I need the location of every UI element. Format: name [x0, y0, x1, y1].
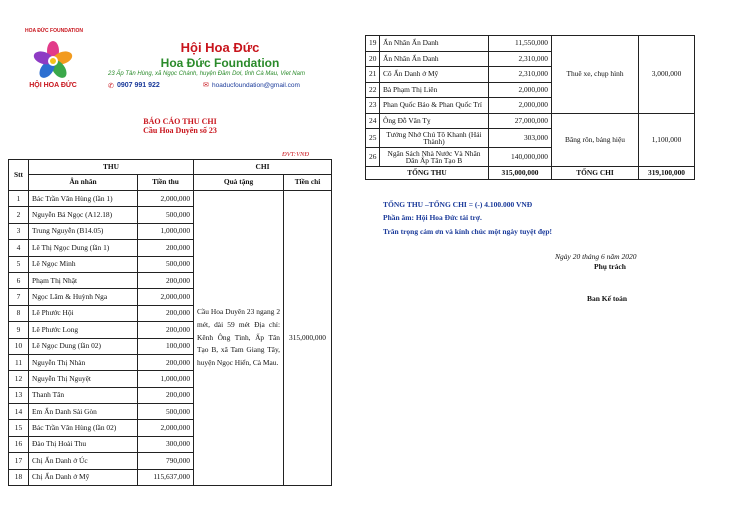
- row-stt: 16: [9, 436, 29, 452]
- email-icon: ✉: [203, 81, 209, 89]
- row-stt: 11: [9, 354, 29, 370]
- donation-amount: 200,000: [138, 305, 194, 321]
- donation-amount: 100,000: [138, 338, 194, 354]
- donation-amount: 200,000: [138, 387, 194, 403]
- donor-name: Chị Ẩn Danh ở Úc: [29, 453, 138, 469]
- row-stt: 2: [9, 207, 29, 223]
- col-tien-chi: Tiền chi: [284, 175, 332, 191]
- row-stt: 9: [9, 322, 29, 338]
- donation-amount: 115,637,000: [138, 469, 194, 485]
- row-stt: 15: [9, 420, 29, 436]
- donor-name: Cô Ẩn Danh ở Mỹ: [380, 67, 489, 83]
- total-chi-value: 319,100,000: [639, 167, 695, 180]
- donor-name: Ẩn Nhân Ẩn Danh: [380, 36, 489, 52]
- col-stt: Stt: [9, 160, 29, 191]
- donation-amount: 27,000,000: [489, 113, 552, 129]
- donation-amount: 2,000,000: [138, 289, 194, 305]
- donor-name: Lê Phước Long: [29, 322, 138, 338]
- donor-name: Ông Đỗ Văn Tỵ: [380, 113, 489, 129]
- row-stt: 12: [9, 371, 29, 387]
- donation-amount: 2,310,000: [489, 51, 552, 67]
- org-name-en: Hoa Đức Foundation: [160, 56, 280, 70]
- donation-amount: 1,000,000: [138, 223, 194, 239]
- donation-amount: 1,000,000: [138, 371, 194, 387]
- donation-amount: 200,000: [138, 322, 194, 338]
- col-qua-tang: Quà tặng: [194, 175, 284, 191]
- donation-amount: 790,000: [138, 453, 194, 469]
- income-expense-table-left: [8, 159, 332, 486]
- total-chi-label: TỔNG CHI: [552, 167, 639, 180]
- signature-date: Ngày 20 tháng 6 năm 2020: [555, 252, 637, 261]
- donor-name: Lê Thị Ngọc Dung (lần 1): [29, 240, 138, 256]
- row-stt: 18: [9, 469, 29, 485]
- total-thu-value: 315,000,000: [489, 167, 552, 180]
- donation-amount: 200,000: [138, 272, 194, 288]
- donation-amount: 200,000: [138, 354, 194, 370]
- donation-amount: 2,000,000: [138, 420, 194, 436]
- expense-amount: 3,000,000: [639, 36, 695, 114]
- donation-amount: 2,000,000: [138, 191, 194, 207]
- donor-name: Chị Ẩn Danh ở Mỹ: [29, 469, 138, 485]
- col-an-nhan: Ân nhân: [29, 175, 138, 191]
- donation-amount: 2,310,000: [489, 67, 552, 83]
- donation-amount: 500,000: [138, 207, 194, 223]
- donation-amount: 200,000: [138, 240, 194, 256]
- row-stt: 24: [366, 113, 380, 129]
- row-stt: 1: [9, 191, 29, 207]
- row-stt: 6: [9, 272, 29, 288]
- row-stt: 13: [9, 387, 29, 403]
- total-thu-label: TỔNG THU: [366, 167, 489, 180]
- donor-name: Nguyễn Thị Nhàn: [29, 354, 138, 370]
- org-email: hoaducfoundation@gmail.com: [212, 82, 300, 89]
- col-tien-thu: Tiền thu: [138, 175, 194, 191]
- donor-name: Bác Trần Văn Hùng (lần 02): [29, 420, 138, 436]
- donor-name: Ngân Sách Nhà Nước Và Nhân Dân Ấp Tân Tạo B: [380, 148, 489, 167]
- donation-amount: 11,550,000: [489, 36, 552, 52]
- row-stt: 19: [366, 36, 380, 52]
- row-stt: 8: [9, 305, 29, 321]
- signature-name: Ban Kế toán: [587, 294, 628, 303]
- totals-row: [366, 167, 695, 180]
- donation-amount: 303,000: [489, 129, 552, 148]
- donor-name: Trung Nguyễn (B14.05): [29, 223, 138, 239]
- row-stt: 7: [9, 289, 29, 305]
- thanks-line: Trân trọng cảm ơn và kính chúc một ngày tuyệt đẹp!: [383, 227, 553, 236]
- donation-amount: 140,000,000: [489, 148, 552, 167]
- org-phone: 0907 991 922: [117, 82, 160, 89]
- donor-name: Bà Phạm Thị Liên: [380, 82, 489, 98]
- org-address: 23 Ấp Tân Hùng, xã Ngọc Chánh, huyện Đầm Dơi, tỉnh Cà Mau, Viet Nam: [108, 71, 305, 77]
- row-stt: 21: [366, 67, 380, 83]
- sponsor-line: Phần âm: Hội Hoa Đức tài trợ.: [383, 213, 482, 222]
- row-stt: 10: [9, 338, 29, 354]
- logo-ring-text: HOA ĐỨC FOUNDATION: [24, 28, 84, 34]
- signature-role: Phụ trách: [594, 262, 626, 271]
- income-expense-table-right: [365, 35, 695, 180]
- row-stt: 23: [366, 98, 380, 114]
- gift-description: Cầu Hoa Duyên 23 ngang 2 mét, dài 59 mét Địa chỉ: Kênh Ông Tình, Ấp Tân Tạo B, xã Tam Giang Tây, huyện Ngọc Hiển, Cà Mau.: [194, 191, 284, 486]
- donor-name: Phạm Thị Nhật: [29, 272, 138, 288]
- table-row: [9, 191, 332, 207]
- balance-line: TỔNG THU –TỔNG CHI = (-) 4.100.000 VNĐ: [383, 200, 533, 209]
- row-stt: 25: [366, 129, 380, 148]
- expense-label: Thuê xe, chụp hình: [552, 36, 639, 114]
- donor-name: Ngọc Lâm & Huỳnh Nga: [29, 289, 138, 305]
- unit-label: ĐVT:VNĐ: [282, 151, 310, 158]
- logo-caption: HỘI HOA ĐỨC: [29, 82, 77, 89]
- expense-amount: 1,100,000: [639, 113, 695, 167]
- gift-amount: 315,000,000: [284, 191, 332, 486]
- row-stt: 14: [9, 404, 29, 420]
- donor-name: Thanh Tân: [29, 387, 138, 403]
- donor-name: Bác Trần Văn Hùng (lần 1): [29, 191, 138, 207]
- row-stt: 4: [9, 240, 29, 256]
- donation-amount: 500,000: [138, 404, 194, 420]
- expense-label: Băng rôn, bảng hiệu: [552, 113, 639, 167]
- donor-name: Ẩn Nhân Ẩn Danh: [380, 51, 489, 67]
- donation-amount: 500,000: [138, 256, 194, 272]
- donor-name: Nguyễn Thị Nguyệt: [29, 371, 138, 387]
- donation-amount: 2,000,000: [489, 98, 552, 114]
- header-chi: CHI: [194, 160, 332, 175]
- donor-name: Lê Ngọc Dung (lần 02): [29, 338, 138, 354]
- donor-name: Em Ẩn Danh Sài Gòn: [29, 404, 138, 420]
- donor-name: Tưởng Nhớ Chú Tô Khanh (Hải Thành): [380, 129, 489, 148]
- row-stt: 17: [9, 453, 29, 469]
- row-stt: 20: [366, 51, 380, 67]
- row-stt: 22: [366, 82, 380, 98]
- donor-name: Đào Thị Hoài Thu: [29, 436, 138, 452]
- row-stt: 26: [366, 148, 380, 167]
- donor-name: Lê Phước Hội: [29, 305, 138, 321]
- donor-name: Lê Ngọc Minh: [29, 256, 138, 272]
- donation-amount: 2,000,000: [489, 82, 552, 98]
- header-thu: THU: [29, 160, 194, 175]
- table-row: [366, 36, 695, 52]
- row-stt: 5: [9, 256, 29, 272]
- donation-amount: 300,000: [138, 436, 194, 452]
- donor-name: Phan Quốc Bảo & Phan Quốc Trí: [380, 98, 489, 114]
- report-subtitle: Cầu Hoa Duyên số 23: [143, 126, 217, 135]
- org-name-vi: Hội Hoa Đức: [180, 40, 260, 55]
- report-title: BÁO CÁO THU CHI: [143, 117, 217, 126]
- table-row: [366, 113, 695, 129]
- row-stt: 3: [9, 223, 29, 239]
- phone-icon: ✆: [108, 82, 114, 90]
- donor-name: Nguyễn Bá Ngọc (A12.18): [29, 207, 138, 223]
